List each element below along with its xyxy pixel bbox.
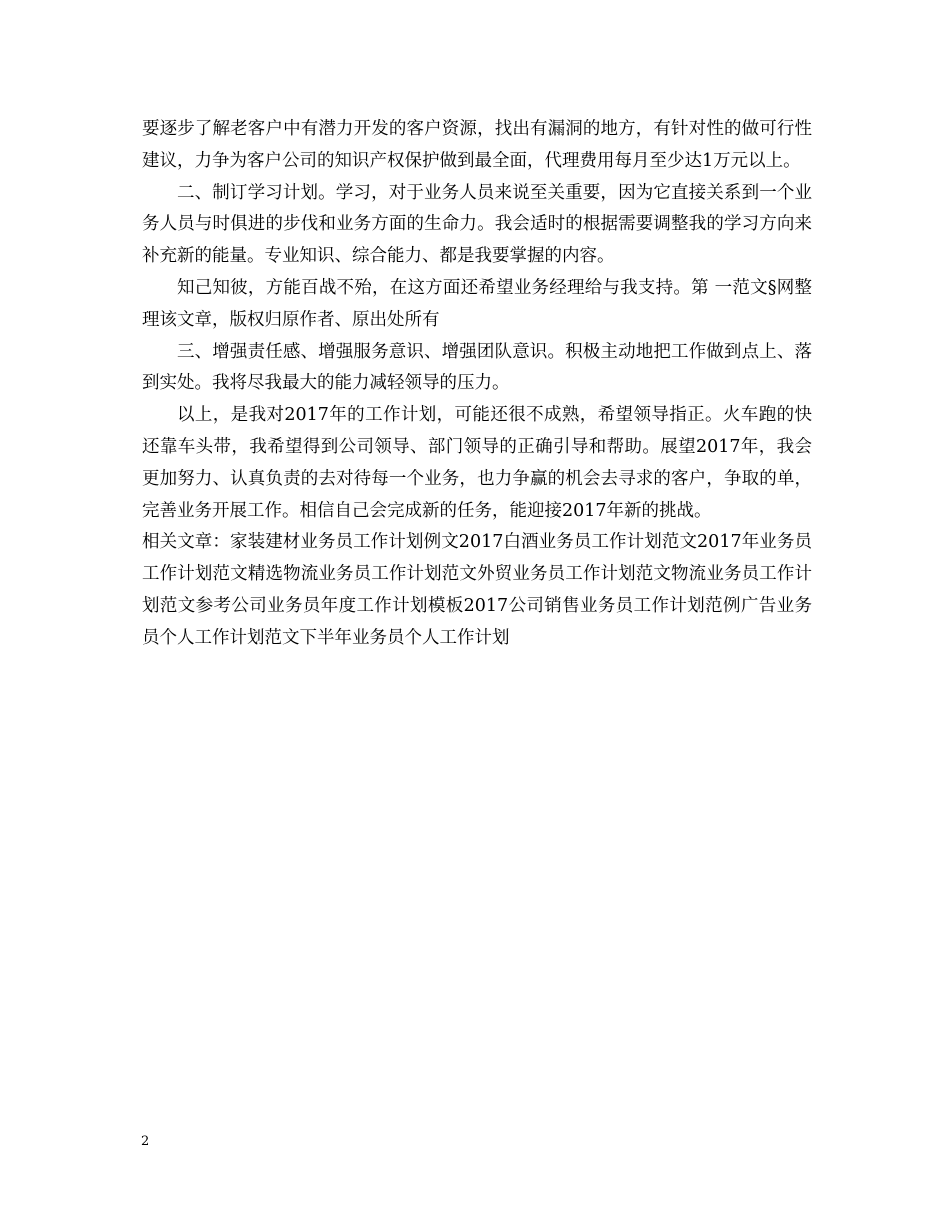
page-number: 2 [141, 1134, 150, 1149]
paragraph-support: 知己知彼，方能百战不殆，在这方面还希望业务经理给与我支持。第 一范文§网整理该文章，版权归原作者、原出处所有 [142, 277, 812, 330]
paragraph-responsibility: 三、增强责任感、增强服务意识、增强团队意识。积极主动地把工作做到点上、落到实处。我将尽我最大的能力减轻领导的压力。 [142, 341, 812, 394]
document-body [142, 114, 812, 655]
related-articles: 相关文章：家装建材业务员工作计划例文2017白酒业务员工作计划范文2017年业务员工作计划范文精选物流业务员工作计划范文外贸业务员工作计划范文物流业务员工作计划范文参考公司业务员年度工作计划模板2017公司销售业务员工作计划范例广告业务员个人工作计划范文下半年业务员个人工作计划 [142, 532, 812, 648]
paragraph-continuation: 要逐步了解老客户中有潜力开发的客户资源，找出有漏洞的地方，有针对性的做可行性建议，力争为客户公司的知识产权保护做到最全面，代理费用每月至少达1万元以上。 [142, 119, 812, 171]
paragraph-study-plan: 二、制订学习计划。学习，对于业务人员来说至关重要，因为它直接关系到一个业务人员与时俱进的步伐和业务方面的生命力。我会适时的根据需要调整我的学习方向来补充新的能量。专业知识、综合能力、都是我要掌握的内容。 [142, 182, 812, 267]
paragraph-conclusion: 以上，是我对2017年的工作计划，可能还很不成熟，希望领导指正。火车跑的快还靠车头带，我希望得到公司领导、部门领导的正确引导和帮助。展望2017年，我会更加努力、认真负责的去对待每一个业务，也力争赢的机会去寻求的客户，争取的单，完善业务开展工作。相信自己会完成新的任务，能迎接2017年新的挑战。 [142, 405, 812, 521]
